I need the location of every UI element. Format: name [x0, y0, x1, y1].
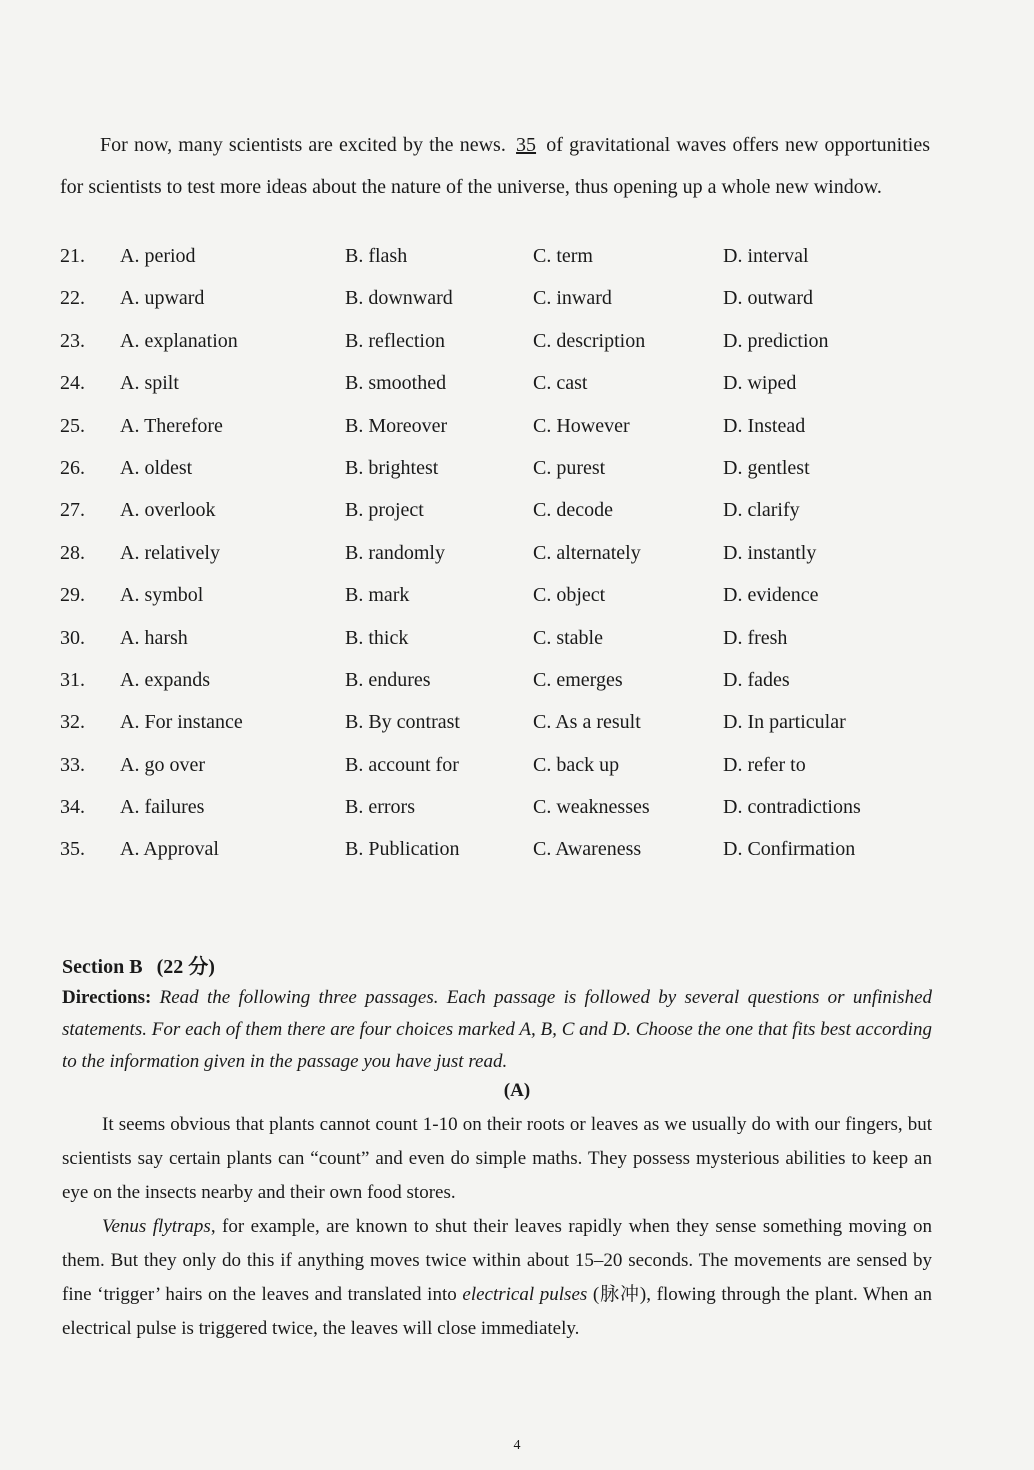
option-b: B. brightest	[345, 456, 439, 479]
question-number: 25.	[60, 414, 85, 437]
option-b: B. downward	[345, 287, 453, 310]
passage-a	[62, 1108, 932, 1346]
option-d: D. fresh	[723, 626, 788, 649]
option-a: A. period	[120, 245, 196, 267]
option-c: C. emerges	[533, 668, 623, 691]
option-b: B. mark	[345, 584, 410, 607]
option-b: B. reflection	[345, 329, 445, 352]
option-a: A. oldest	[120, 456, 193, 479]
question-number: 28.	[60, 541, 85, 564]
question-row	[60, 415, 940, 457]
option-a: A. expands	[120, 668, 210, 691]
question-number: 26.	[60, 456, 85, 479]
option-d: D. In particular	[723, 711, 846, 734]
question-row	[60, 457, 940, 499]
option-a: A. symbol	[120, 584, 204, 607]
passage-a-paragraph-2	[62, 1210, 932, 1346]
option-c: C. stable	[533, 626, 603, 649]
option-c: C. cast	[533, 372, 588, 395]
option-d: D. outward	[723, 287, 813, 310]
question-row	[60, 245, 940, 287]
passage-a-paragraph-1: It seems obvious that plants cannot count 1-10 on their roots or leaves as we usually do with our fingers, but scientists say certain plants can “count” and even do simple maths. They possess mysterious abilities to keep an eye on the insects nearby and their own food stores.	[62, 1114, 932, 1203]
question-number: 23.	[60, 329, 85, 352]
question-number: 30.	[60, 626, 85, 649]
question-row	[60, 499, 940, 541]
option-a: A. go over	[120, 753, 205, 776]
option-d: D. Instead	[723, 414, 806, 437]
option-d: D. evidence	[723, 584, 819, 607]
option-c: C. However	[533, 414, 630, 437]
question-row	[60, 542, 940, 584]
option-a: A. upward	[120, 287, 205, 310]
option-b: B. account for	[345, 753, 459, 776]
passage-a-p2-end: (脉冲), flowing through the plant. When an electrical pulse is triggered twice, the leaves will close immediately.	[62, 1284, 932, 1339]
option-d: D. Confirmation	[723, 838, 856, 861]
question-number: 35.	[60, 838, 85, 861]
option-a: A. For instance	[120, 711, 243, 734]
option-d: D. contradictions	[723, 796, 861, 819]
section-b-title: Section B	[62, 956, 143, 978]
question-row	[60, 796, 940, 838]
option-a: A. overlook	[120, 499, 216, 522]
option-a: A. failures	[120, 796, 205, 819]
question-row	[60, 584, 940, 626]
option-b: B. Moreover	[345, 414, 448, 437]
option-a: A. relatively	[120, 541, 220, 564]
option-d: D. fades	[723, 668, 790, 691]
question-row	[60, 838, 940, 880]
option-c: C. As a result	[533, 711, 641, 734]
blank-35: 35	[516, 134, 537, 156]
option-b: B. smoothed	[345, 372, 447, 395]
option-b: B. Publication	[345, 838, 460, 861]
question-row	[60, 372, 940, 414]
intro-paragraph	[60, 124, 930, 208]
section-b-points: (22 分)	[156, 956, 215, 978]
option-c: C. back up	[533, 753, 620, 776]
question-row	[60, 330, 940, 372]
option-b: B. By contrast	[345, 711, 460, 734]
option-c: C. purest	[533, 456, 606, 479]
option-b: B. endures	[345, 668, 431, 691]
option-d: D. gentlest	[723, 456, 810, 479]
option-a: A. Approval	[120, 838, 219, 861]
passage-a-heading: (A)	[503, 1080, 531, 1101]
intro-text-before: For now, many scientists are excited by the news.	[100, 134, 506, 156]
question-row	[60, 711, 940, 753]
question-number: 33.	[60, 753, 85, 776]
question-number: 24.	[60, 372, 85, 395]
term-venus-flytraps: Venus flytraps	[102, 1216, 211, 1237]
option-d: D. refer to	[723, 753, 806, 776]
option-c: C. decode	[533, 499, 613, 522]
option-b: B. project	[345, 499, 424, 522]
question-number: 32.	[60, 711, 85, 734]
option-a: A. harsh	[120, 626, 188, 649]
question-row	[60, 754, 940, 796]
question-number: 34.	[60, 796, 85, 819]
question-number: 22.	[60, 287, 85, 310]
page-number: 4	[513, 1438, 521, 1453]
option-c: C. Awareness	[533, 838, 642, 861]
option-a: A. Therefore	[120, 414, 223, 437]
question-number: 27.	[60, 499, 85, 522]
directions-text: Read the following three passages. Each passage is followed by several questions or unfinished statements. For each of them there are four choices marked A, B, C and D. Choose the one that fits best according to the information given in the passage you have just read.	[62, 987, 933, 1072]
term-electrical-pulses: electrical pulses	[462, 1284, 588, 1305]
option-a: A. spilt	[120, 372, 179, 395]
option-b: B. randomly	[345, 541, 445, 564]
option-b: B. thick	[345, 626, 409, 649]
question-row	[60, 669, 940, 711]
option-c: C. weaknesses	[533, 796, 650, 819]
option-d: D. instantly	[723, 541, 817, 564]
option-d: D. prediction	[723, 329, 829, 352]
option-d: D. interval	[723, 245, 809, 267]
question-number: 21.	[60, 245, 85, 267]
option-a: A. explanation	[120, 329, 238, 352]
directions	[62, 982, 932, 1078]
option-b: B. flash	[345, 245, 408, 267]
options-table	[60, 245, 940, 881]
option-c: C. alternately	[533, 541, 641, 564]
passage-a-p2-text: , for example, are known to shut their leaves rapidly when they sense something moving on them. But they only do this if anything moves twice within about 15–20 seconds. The movements are sensed by fine ‘trigger’ hairs on the leaves and translated into	[62, 1216, 933, 1305]
option-c: C. description	[533, 329, 646, 352]
option-d: D. wiped	[723, 372, 797, 395]
directions-label: Directions:	[62, 987, 152, 1008]
intro-text-after: of gravitational waves offers new opportunities for scientists to test more ideas about the nature of the universe, thus opening up a whole new window.	[60, 134, 931, 198]
option-b: B. errors	[345, 796, 415, 819]
option-c: C. term	[533, 245, 593, 267]
option-c: C. inward	[533, 287, 612, 310]
question-row	[60, 287, 940, 329]
question-row	[60, 627, 940, 669]
question-number: 31.	[60, 668, 85, 691]
option-d: D. clarify	[723, 499, 800, 522]
section-b-heading	[62, 950, 215, 979]
option-c: C. object	[533, 584, 606, 607]
question-number: 29.	[60, 584, 85, 607]
